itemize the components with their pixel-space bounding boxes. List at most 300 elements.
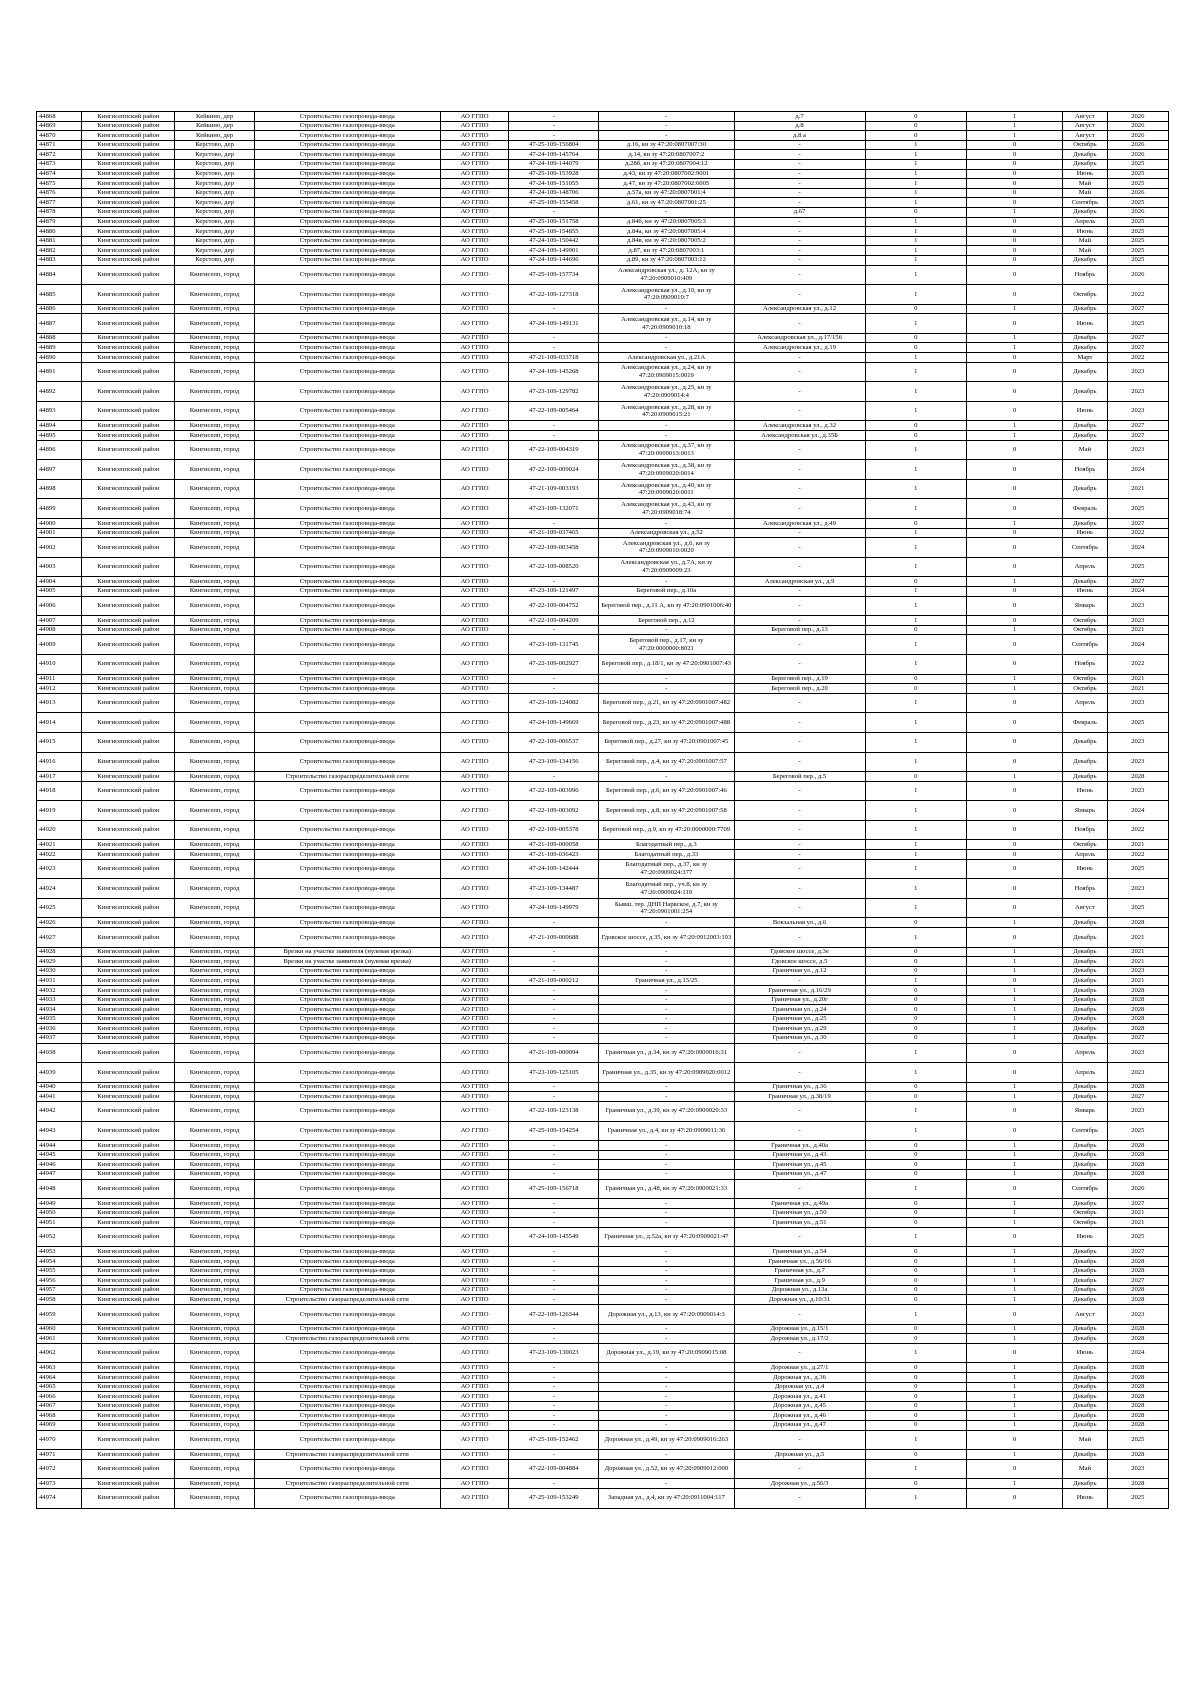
settlement-cell: Кингисепп, город xyxy=(175,1101,254,1121)
organization-cell: АО ГГПО xyxy=(440,1082,509,1092)
district-cell: Кингисеппский район xyxy=(82,928,175,948)
district-cell: Кингисеппский район xyxy=(82,1430,175,1450)
flag-b-cell: 0 xyxy=(967,1430,1063,1450)
table-row xyxy=(37,1141,1169,1151)
applicant-address-cell: - xyxy=(599,1218,734,1228)
organization-cell: АО ГГПО xyxy=(440,207,509,217)
settlement-cell: Кингисепп, город xyxy=(175,1401,254,1411)
organization-cell: АО ГГПО xyxy=(440,112,509,122)
settlement-cell: Кингисепп, город xyxy=(175,1450,254,1460)
request-number-cell: 47-25-109-153249 xyxy=(509,1488,599,1508)
year-cell: 2028 xyxy=(1107,1392,1168,1402)
flag-b-cell: 0 xyxy=(967,217,1063,227)
year-cell: 2026 xyxy=(1107,188,1168,198)
flag-b-cell: 1 xyxy=(967,1247,1063,1257)
applicant-address-cell: - xyxy=(599,431,734,441)
flag-a-cell: 1 xyxy=(865,557,966,577)
request-number-cell: 47-22-109-005464 xyxy=(509,401,599,421)
request-number-cell: - xyxy=(509,1141,599,1151)
work-type-cell: Строительство газопровода-ввода xyxy=(254,752,440,772)
row-number: 44897 xyxy=(37,460,82,480)
object-address-cell: Гдовское шоссе, д.5 xyxy=(734,957,865,967)
year-cell: 2023 xyxy=(1107,382,1168,402)
flag-a-cell: 0 xyxy=(865,1141,966,1151)
flag-a-cell: 1 xyxy=(865,616,966,626)
row-number: 44886 xyxy=(37,304,82,314)
district-cell: Кингисеппский район xyxy=(82,1334,175,1344)
settlement-cell: Кингисепп, город xyxy=(175,966,254,976)
organization-cell: АО ГГПО xyxy=(440,1169,509,1179)
flag-a-cell: 1 xyxy=(865,693,966,713)
flag-b-cell: 0 xyxy=(967,227,1063,237)
flag-a-cell: 0 xyxy=(865,1266,966,1276)
year-cell: 2026 xyxy=(1107,131,1168,141)
settlement-cell: Кингисепп, город xyxy=(175,314,254,334)
row-number: 44917 xyxy=(37,772,82,782)
flag-a-cell: 0 xyxy=(865,674,966,684)
month-cell: Декабрь xyxy=(1063,976,1107,986)
flag-b-cell: 0 xyxy=(967,976,1063,986)
request-number-cell: - xyxy=(509,1324,599,1334)
settlement-cell: Кингисепп, город xyxy=(175,1043,254,1063)
settlement-cell: Кингисепп, город xyxy=(175,1247,254,1257)
table-row xyxy=(37,898,1169,918)
work-type-cell: Строительство газопровода-ввода xyxy=(254,713,440,733)
month-cell: Июнь xyxy=(1063,1488,1107,1508)
applicant-address-cell: - xyxy=(599,1092,734,1102)
organization-cell: АО ГГПО xyxy=(440,1459,509,1479)
table-row xyxy=(37,333,1169,343)
district-cell: Кингисеппский район xyxy=(82,557,175,577)
district-cell: Кингисеппский район xyxy=(82,140,175,150)
year-cell: 2028 xyxy=(1107,1014,1168,1024)
district-cell: Кингисеппский район xyxy=(82,1420,175,1430)
work-type-cell: Строительство газопровода-ввода xyxy=(254,1005,440,1015)
flag-a-cell: 1 xyxy=(865,976,966,986)
year-cell: 2025 xyxy=(1107,179,1168,189)
work-type-cell: Строительство газопровода-ввода xyxy=(254,362,440,382)
month-cell: Декабрь xyxy=(1063,1373,1107,1383)
settlement-cell: Кингисепп, город xyxy=(175,1285,254,1295)
object-address-cell: Гдовское шоссе, д.3е xyxy=(734,947,865,957)
table-row xyxy=(37,625,1169,635)
table-row xyxy=(37,1363,1169,1373)
district-cell: Кингисеппский район xyxy=(82,995,175,1005)
work-type-cell: Строительство газопровода-ввода xyxy=(254,1160,440,1170)
work-type-cell: Строительство газопровода-ввода xyxy=(254,179,440,189)
year-cell: 2021 xyxy=(1107,840,1168,850)
settlement-cell: Кингисепп, город xyxy=(175,265,254,285)
settlement-cell: Кингисепп, город xyxy=(175,1014,254,1024)
table-row xyxy=(37,1276,1169,1286)
object-address-cell: - xyxy=(734,1227,865,1247)
year-cell: 2025 xyxy=(1107,255,1168,265)
organization-cell: АО ГГПО xyxy=(440,246,509,256)
row-number: 44884 xyxy=(37,265,82,285)
settlement-cell: Кингисепп, город xyxy=(175,1295,254,1305)
settlement-cell: Кингисепп, город xyxy=(175,577,254,587)
request-number-cell: - xyxy=(509,343,599,353)
table-row xyxy=(37,1218,1169,1228)
work-type-cell: Строительство газопровода-ввода xyxy=(254,1324,440,1334)
object-address-cell: Граничная ул., д.16/29 xyxy=(734,986,865,996)
year-cell: 2028 xyxy=(1107,1401,1168,1411)
work-type-cell: Строительство газопровода-ввода xyxy=(254,732,440,752)
month-cell: Декабрь xyxy=(1063,382,1107,402)
work-type-cell: Строительство газопровода-ввода xyxy=(254,479,440,499)
organization-cell: АО ГГПО xyxy=(440,732,509,752)
flag-a-cell: 1 xyxy=(865,1488,966,1508)
request-number-cell: 47-23-109-124082 xyxy=(509,693,599,713)
district-cell: Кингисеппский район xyxy=(82,421,175,431)
year-cell: 2026 xyxy=(1107,1179,1168,1199)
row-number: 44873 xyxy=(37,159,82,169)
object-address-cell: Дорожная ул., д.13а xyxy=(734,1285,865,1295)
year-cell: 2021 xyxy=(1107,684,1168,694)
organization-cell: АО ГГПО xyxy=(440,1343,509,1363)
row-number: 44944 xyxy=(37,1141,82,1151)
object-address-cell: Дорожная ул., д.15/1 xyxy=(734,1324,865,1334)
month-cell: Май xyxy=(1063,236,1107,246)
table-row xyxy=(37,304,1169,314)
year-cell: 2025 xyxy=(1107,898,1168,918)
work-type-cell: Строительство газопровода-ввода xyxy=(254,382,440,402)
work-type-cell: Строительство газопровода-ввода xyxy=(254,343,440,353)
work-type-cell: Строительство газопровода-ввода xyxy=(254,1179,440,1199)
work-type-cell: Строительство газопровода-ввода xyxy=(254,879,440,899)
applicant-address-cell: Береговой пер., д.8, кн зу 47:20:0901007:58 xyxy=(599,801,734,821)
work-type-cell: Строительство газопровода-ввода xyxy=(254,401,440,421)
organization-cell: АО ГГПО xyxy=(440,1227,509,1247)
work-type-cell: Строительство газопровода-ввода xyxy=(254,353,440,363)
flag-b-cell: 0 xyxy=(967,150,1063,160)
row-number: 44962 xyxy=(37,1343,82,1363)
work-type-cell: Строительство газопровода-ввода xyxy=(254,1285,440,1295)
organization-cell: АО ГГПО xyxy=(440,1295,509,1305)
request-number-cell: 47-24-109-148706 xyxy=(509,188,599,198)
flag-b-cell: 0 xyxy=(967,820,1063,840)
year-cell: 2023 xyxy=(1107,616,1168,626)
month-cell: Декабрь xyxy=(1063,928,1107,948)
district-cell: Кингисеппский район xyxy=(82,781,175,801)
row-number: 44885 xyxy=(37,285,82,305)
year-cell: 2021 xyxy=(1107,947,1168,957)
organization-cell: АО ГГПО xyxy=(440,772,509,782)
request-number-cell: 47-23-109-134487 xyxy=(509,879,599,899)
month-cell: Декабрь xyxy=(1063,772,1107,782)
flag-a-cell: 0 xyxy=(865,1150,966,1160)
organization-cell: АО ГГПО xyxy=(440,957,509,967)
month-cell: Декабрь xyxy=(1063,1401,1107,1411)
month-cell: Сентябрь xyxy=(1063,538,1107,558)
request-number-cell: - xyxy=(509,207,599,217)
applicant-address-cell: - xyxy=(599,1363,734,1373)
request-number-cell: 47-25-109-155458 xyxy=(509,198,599,208)
organization-cell: АО ГГПО xyxy=(440,557,509,577)
request-number-cell: - xyxy=(509,1208,599,1218)
flag-a-cell: 0 xyxy=(865,431,966,441)
applicant-address-cell: - xyxy=(599,1257,734,1267)
applicant-address-cell: - xyxy=(599,1285,734,1295)
flag-b-cell: 0 xyxy=(967,169,1063,179)
year-cell: 2023 xyxy=(1107,732,1168,752)
settlement-cell: Кингисепп, город xyxy=(175,343,254,353)
row-number: 44909 xyxy=(37,635,82,655)
request-number-cell: 47-25-109-156718 xyxy=(509,1179,599,1199)
object-address-cell: - xyxy=(734,382,865,402)
table-row xyxy=(37,112,1169,122)
object-address-cell: - xyxy=(734,1305,865,1325)
settlement-cell: Кингисепп, город xyxy=(175,333,254,343)
table-row xyxy=(37,1082,1169,1092)
month-cell: Декабрь xyxy=(1063,1024,1107,1034)
work-type-cell: Строительство газопровода-ввода xyxy=(254,1343,440,1363)
year-cell: 2025 xyxy=(1107,159,1168,169)
month-cell: Декабрь xyxy=(1063,1169,1107,1179)
work-type-cell: Строительство газопровода-ввода xyxy=(254,421,440,431)
settlement-cell: Кингисепп, город xyxy=(175,460,254,480)
applicant-address-cell: - xyxy=(599,966,734,976)
year-cell: 2028 xyxy=(1107,1324,1168,1334)
flag-a-cell: 0 xyxy=(865,112,966,122)
flag-b-cell: 0 xyxy=(967,1063,1063,1083)
row-number: 44946 xyxy=(37,1160,82,1170)
row-number: 44926 xyxy=(37,918,82,928)
row-number: 44881 xyxy=(37,236,82,246)
settlement-cell: Кингисепп, город xyxy=(175,479,254,499)
year-cell: 2028 xyxy=(1107,1169,1168,1179)
organization-cell: АО ГГПО xyxy=(440,1005,509,1015)
applicant-address-cell: - xyxy=(599,304,734,314)
settlement-cell: Кингисепп, город xyxy=(175,1179,254,1199)
month-cell: Декабрь xyxy=(1063,421,1107,431)
request-number-cell: 47-23-109-134156 xyxy=(509,752,599,772)
table-row xyxy=(37,596,1169,616)
applicant-address-cell: Александровская ул., д. 12А, кн зу 47:20:0909010:409 xyxy=(599,265,734,285)
flag-b-cell: 1 xyxy=(967,1014,1063,1024)
request-number-cell: 47-24-109-142444 xyxy=(509,859,599,879)
row-number: 44868 xyxy=(37,112,82,122)
organization-cell: АО ГГПО xyxy=(440,693,509,713)
request-number-cell: 47-22-109-003996 xyxy=(509,781,599,801)
flag-b-cell: 0 xyxy=(967,159,1063,169)
settlement-cell: Кингисепп, город xyxy=(175,1420,254,1430)
flag-b-cell: 0 xyxy=(967,898,1063,918)
object-address-cell: - xyxy=(734,976,865,986)
district-cell: Кингисеппский район xyxy=(82,918,175,928)
month-cell: Сентябрь xyxy=(1063,1179,1107,1199)
object-address-cell: - xyxy=(734,499,865,519)
work-type-cell: Врезки на участке заявителя (нулевая врезка) xyxy=(254,957,440,967)
flag-b-cell: 1 xyxy=(967,1411,1063,1421)
object-address-cell: - xyxy=(734,255,865,265)
year-cell: 2027 xyxy=(1107,343,1168,353)
request-number-cell: 47-22-109-003458 xyxy=(509,538,599,558)
request-number-cell: - xyxy=(509,1363,599,1373)
year-cell: 2022 xyxy=(1107,820,1168,840)
table-row xyxy=(37,1401,1169,1411)
applicant-address-cell: Береговой пер., д.9, кн зу 47:20:0000000:7709 xyxy=(599,820,734,840)
flag-b-cell: 0 xyxy=(967,1043,1063,1063)
object-address-cell: Граничная ул., д.56/16 xyxy=(734,1257,865,1267)
flag-a-cell: 1 xyxy=(865,801,966,821)
organization-cell: АО ГГПО xyxy=(440,801,509,821)
year-cell: 2022 xyxy=(1107,850,1168,860)
settlement-cell: Керстово, дер xyxy=(175,150,254,160)
organization-cell: АО ГГПО xyxy=(440,1420,509,1430)
object-address-cell: - xyxy=(734,140,865,150)
row-number: 44921 xyxy=(37,840,82,850)
table-row xyxy=(37,654,1169,674)
object-address-cell: - xyxy=(734,362,865,382)
month-cell: Август xyxy=(1063,121,1107,131)
row-number: 44972 xyxy=(37,1459,82,1479)
table-row xyxy=(37,499,1169,519)
month-cell: Октябрь xyxy=(1063,285,1107,305)
month-cell: Июнь xyxy=(1063,528,1107,538)
district-cell: Кингисеппский район xyxy=(82,1343,175,1363)
table-row xyxy=(37,1373,1169,1383)
settlement-cell: Кингисепп, город xyxy=(175,1411,254,1421)
request-number-cell: - xyxy=(509,674,599,684)
work-type-cell: Строительство газопровода-ввода xyxy=(254,1141,440,1151)
settlement-cell: Кингисепп, город xyxy=(175,1092,254,1102)
flag-b-cell: 1 xyxy=(967,674,1063,684)
flag-a-cell: 0 xyxy=(865,625,966,635)
table-row xyxy=(37,1285,1169,1295)
row-number: 44891 xyxy=(37,362,82,382)
year-cell: 2028 xyxy=(1107,1382,1168,1392)
district-cell: Кингисеппский район xyxy=(82,1218,175,1228)
flag-a-cell: 0 xyxy=(865,1382,966,1392)
table-row xyxy=(37,1199,1169,1209)
object-address-cell: - xyxy=(734,557,865,577)
flag-a-cell: 1 xyxy=(865,898,966,918)
settlement-cell: Керстово, дер xyxy=(175,159,254,169)
row-number: 44953 xyxy=(37,1247,82,1257)
organization-cell: АО ГГПО xyxy=(440,850,509,860)
row-number: 44927 xyxy=(37,928,82,948)
object-address-cell: - xyxy=(734,801,865,821)
organization-cell: АО ГГПО xyxy=(440,304,509,314)
table-row xyxy=(37,217,1169,227)
request-number-cell: 47-23-109-125105 xyxy=(509,1063,599,1083)
year-cell: 2023 xyxy=(1107,401,1168,421)
settlement-cell: Кингисепп, город xyxy=(175,499,254,519)
work-type-cell: Строительство газопровода-ввода xyxy=(254,121,440,131)
month-cell: Октябрь xyxy=(1063,674,1107,684)
year-cell: 2027 xyxy=(1107,333,1168,343)
flag-a-cell: 0 xyxy=(865,1450,966,1460)
row-number: 44971 xyxy=(37,1450,82,1460)
month-cell: Июнь xyxy=(1063,227,1107,237)
month-cell: Ноябрь xyxy=(1063,265,1107,285)
request-number-cell: - xyxy=(509,1160,599,1170)
month-cell: Декабрь xyxy=(1063,1266,1107,1276)
flag-b-cell: 1 xyxy=(967,1420,1063,1430)
district-cell: Кингисеппский район xyxy=(82,479,175,499)
district-cell: Кингисеппский район xyxy=(82,1082,175,1092)
year-cell: 2021 xyxy=(1107,976,1168,986)
organization-cell: АО ГГПО xyxy=(440,255,509,265)
work-type-cell: Врезки на участке заявителя (нулевая врезка) xyxy=(254,947,440,957)
object-address-cell: - xyxy=(734,265,865,285)
month-cell: Декабрь xyxy=(1063,947,1107,957)
month-cell: Май xyxy=(1063,440,1107,460)
year-cell: 2024 xyxy=(1107,635,1168,655)
settlement-cell: Кингисепп, город xyxy=(175,1141,254,1151)
applicant-address-cell: - xyxy=(599,1150,734,1160)
year-cell: 2028 xyxy=(1107,1479,1168,1489)
applicant-address-cell: д.28б, кн зу 47:20:0807004:12 xyxy=(599,159,734,169)
flag-a-cell: 0 xyxy=(865,1479,966,1489)
year-cell: 2021 xyxy=(1107,625,1168,635)
table-row xyxy=(37,781,1169,801)
organization-cell: АО ГГПО xyxy=(440,159,509,169)
row-number: 44918 xyxy=(37,781,82,801)
flag-a-cell: 1 xyxy=(865,635,966,655)
flag-b-cell: 0 xyxy=(967,850,1063,860)
applicant-address-cell: Благодатный пер., д.33 xyxy=(599,850,734,860)
request-number-cell: - xyxy=(509,1033,599,1043)
table-row xyxy=(37,1101,1169,1121)
object-address-cell: - xyxy=(734,353,865,363)
flag-b-cell: 0 xyxy=(967,557,1063,577)
request-number-cell: 47-24-109-151055 xyxy=(509,179,599,189)
applicant-address-cell: - xyxy=(599,1392,734,1402)
table-row xyxy=(37,1343,1169,1363)
applicant-address-cell: Александровская ул., д.28, кн зу 47:20:0909015:21 xyxy=(599,401,734,421)
settlement-cell: Кингисепп, город xyxy=(175,1199,254,1209)
flag-b-cell: 0 xyxy=(967,401,1063,421)
applicant-address-cell: - xyxy=(599,1295,734,1305)
settlement-cell: Кингисепп, город xyxy=(175,859,254,879)
work-type-cell: Строительство газопровода-ввода xyxy=(254,616,440,626)
applicant-address-cell: Береговой пер., д.27, кн зу 47:20:0901007:45 xyxy=(599,732,734,752)
organization-cell: АО ГГПО xyxy=(440,382,509,402)
object-address-cell: - xyxy=(734,586,865,596)
table-row xyxy=(37,752,1169,772)
request-number-cell: - xyxy=(509,772,599,782)
applicant-address-cell: д.14, кн зу 47:20:0807007:2 xyxy=(599,150,734,160)
year-cell: 2025 xyxy=(1107,713,1168,733)
object-address-cell: Дорожная ул., д.4 xyxy=(734,1382,865,1392)
object-address-cell: - xyxy=(734,732,865,752)
month-cell: Июнь xyxy=(1063,169,1107,179)
organization-cell: АО ГГПО xyxy=(440,1121,509,1141)
table-row xyxy=(37,265,1169,285)
organization-cell: АО ГГПО xyxy=(440,1430,509,1450)
object-address-cell: - xyxy=(734,596,865,616)
organization-cell: АО ГГПО xyxy=(440,995,509,1005)
work-type-cell: Строительство газопровода-ввода xyxy=(254,265,440,285)
district-cell: Кингисеппский район xyxy=(82,150,175,160)
settlement-cell: Кингисепп, город xyxy=(175,732,254,752)
request-number-cell: - xyxy=(509,112,599,122)
flag-a-cell: 0 xyxy=(865,1392,966,1402)
month-cell: Октябрь xyxy=(1063,684,1107,694)
object-address-cell: - xyxy=(734,285,865,305)
settlement-cell: Кингисепп, город xyxy=(175,928,254,948)
month-cell: Декабрь xyxy=(1063,362,1107,382)
request-number-cell: - xyxy=(509,1169,599,1179)
flag-a-cell: 0 xyxy=(865,1169,966,1179)
district-cell: Кингисеппский район xyxy=(82,586,175,596)
request-number-cell: 47-24-109-145549 xyxy=(509,1227,599,1247)
settlement-cell: Кингисепп, город xyxy=(175,1227,254,1247)
flag-b-cell: 0 xyxy=(967,1101,1063,1121)
organization-cell: АО ГГПО xyxy=(440,898,509,918)
